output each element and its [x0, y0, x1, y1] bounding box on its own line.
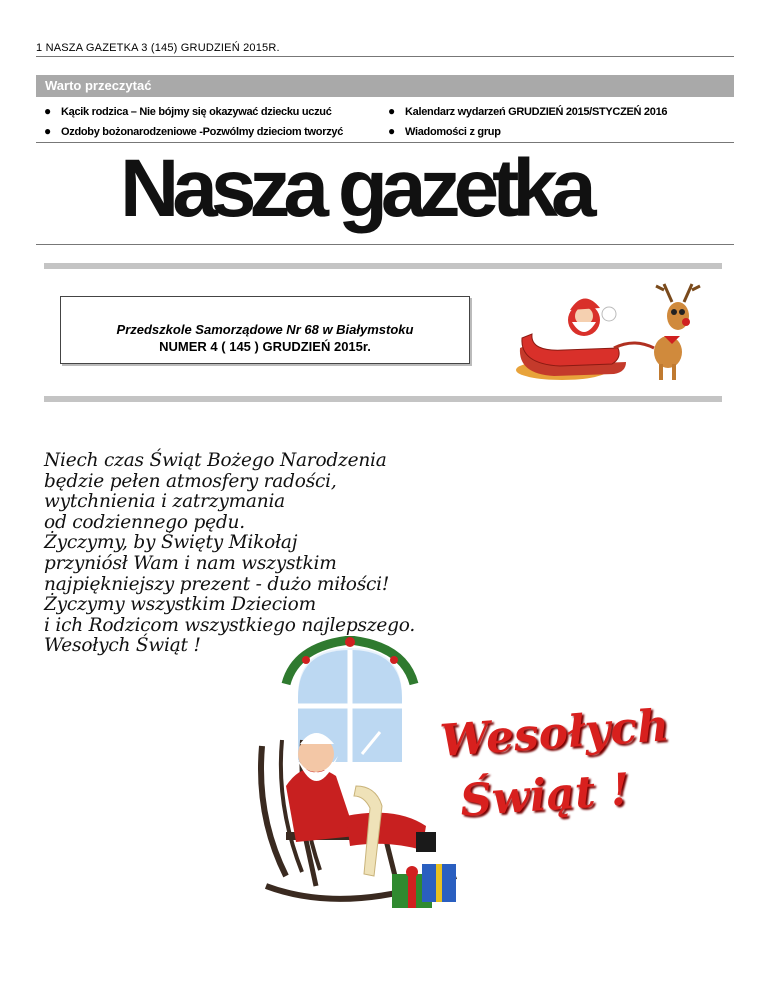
bullet-icon: ●: [44, 124, 51, 138]
info-box: [60, 296, 470, 364]
running-head: 1 NASZA GAZETKA 3 (145) GRUDZIEŃ 2015R.: [36, 42, 280, 54]
greeting-line: Świąt !: [458, 764, 632, 827]
wish-line: wytchnienia i zatrzymania: [44, 491, 286, 513]
merry-christmas-greeting: [430, 700, 690, 838]
issue-number: NUMER 4 ( 145 ) GRUDZIEŃ 2015r.: [159, 339, 371, 354]
masthead-title: Nasza gazetka: [120, 143, 590, 234]
wish-line: najpiękniejszy prezent - dużo miłości!: [44, 573, 390, 595]
toc-item[interactable]: [388, 104, 667, 118]
wish-line: przyniósł Wam i nam wszystkim: [44, 552, 337, 574]
toc-item-label: Wiadomości z grup: [405, 126, 501, 138]
greeting-line: Wesołych: [438, 700, 671, 767]
wish-line: będzie pełen atmosfery radości,: [44, 470, 337, 492]
masthead-bar-bottom: [44, 396, 722, 402]
school-name: Przedszkole Samorządowe Nr 68 w Białymstoku: [116, 322, 414, 337]
masthead-rule: [36, 244, 734, 245]
wish-line: Wesołych Świąt !: [44, 635, 201, 657]
wish-line: Niech czas Świąt Bożego Narodzenia: [44, 450, 387, 471]
bullet-icon: ●: [44, 104, 51, 118]
toc-item-label: Kalendarz wydarzeń GRUDZIEŃ 2015/STYCZEŃ 2016: [405, 106, 668, 118]
header-rule: [36, 56, 734, 57]
christmas-wishes: [44, 451, 484, 657]
wish-line: Życzymy, by Święty Mikołaj: [44, 532, 298, 554]
wish-line: Życzymy wszystkim Dzieciom: [44, 594, 316, 616]
toc-item[interactable]: [388, 124, 501, 138]
bullet-icon: ●: [388, 124, 395, 138]
wish-line: od codziennego pędu.: [44, 511, 245, 533]
wish-line: i ich Rodzicom wszystkiego najlepszego.: [44, 614, 416, 636]
toc-item-label: Ozdoby bożonarodzeniowe -Pozwólmy dzieciom tworzyć: [61, 126, 344, 138]
toc-item-label: Kącik rodzica – Nie bójmy się okazywać dziecku uczuć: [61, 106, 332, 118]
santa-sleigh-reindeer-icon: [514, 278, 714, 388]
masthead-bar: [44, 263, 722, 269]
toc-title-bar: Warto przeczytać: [36, 75, 734, 97]
toc-item[interactable]: [44, 124, 343, 138]
bullet-icon: ●: [388, 104, 395, 118]
toc-item[interactable]: [44, 104, 332, 118]
